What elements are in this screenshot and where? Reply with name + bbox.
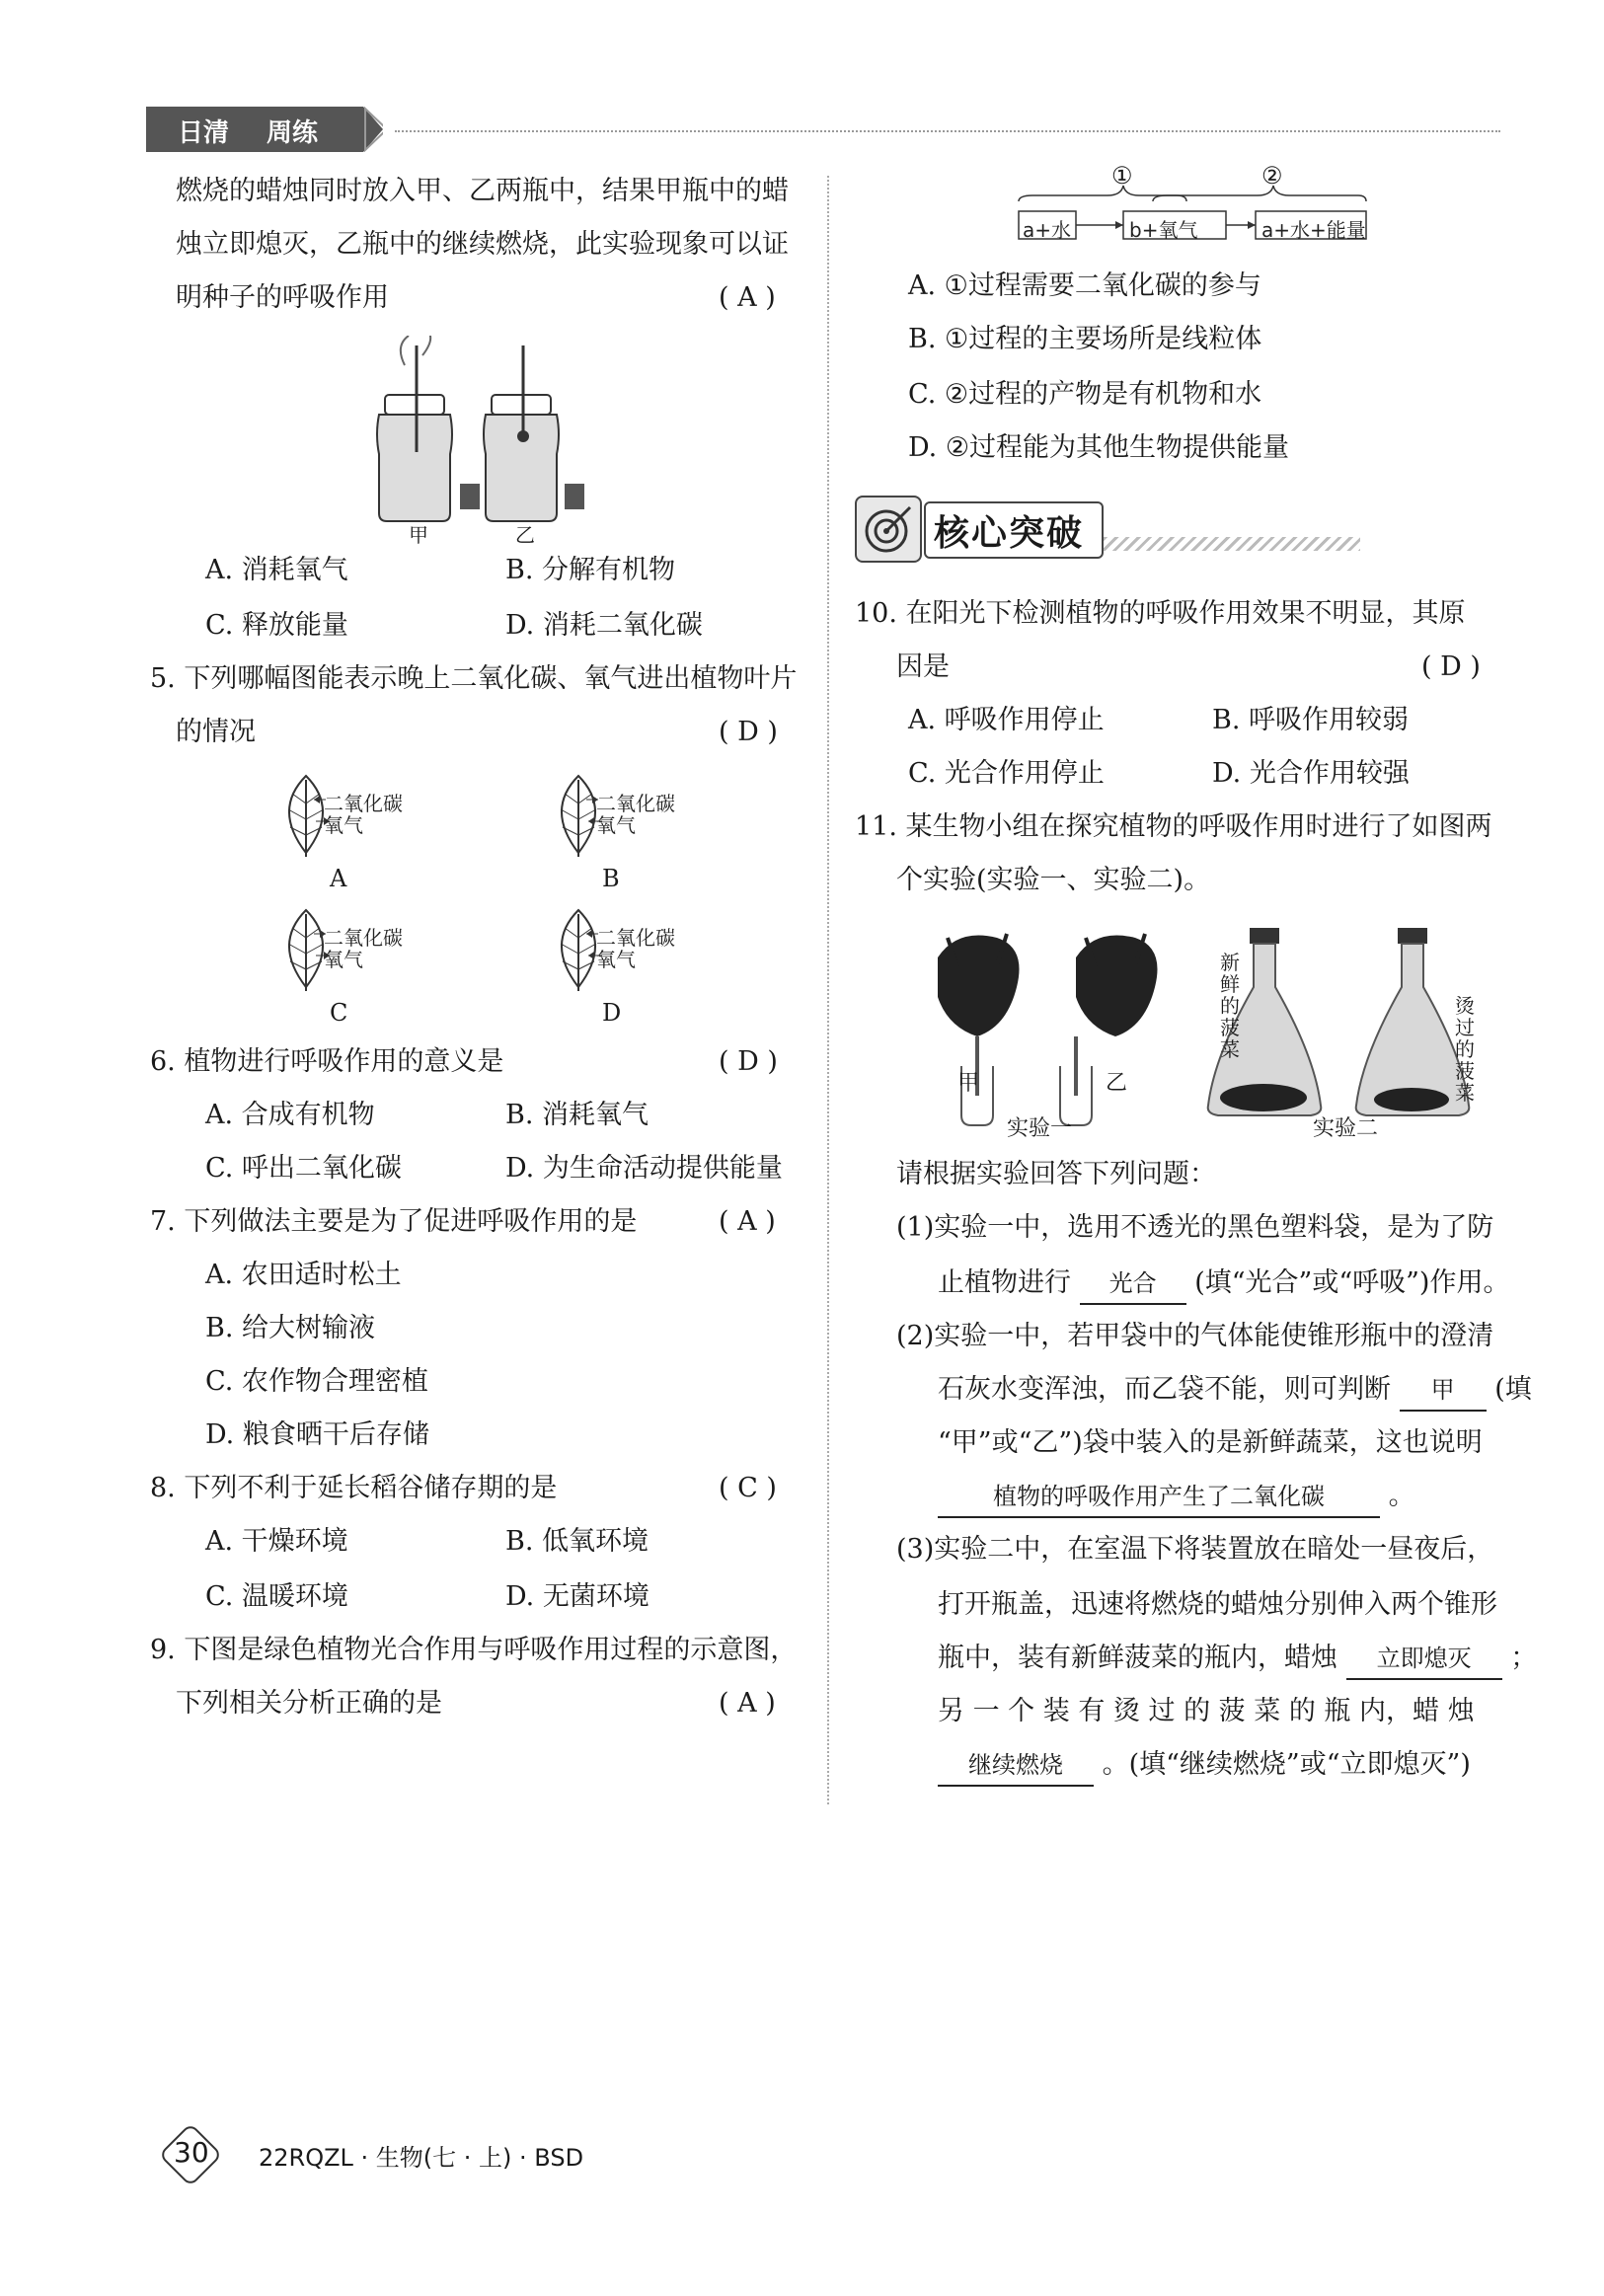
target-icon (855, 496, 922, 563)
q7-answer: ( A ) (719, 1206, 776, 1237)
q11-exp2-caption: 实验二 (1313, 1116, 1379, 1141)
q10-answer: ( D ) (1421, 651, 1481, 682)
q11-p3-d: 另 一 个 装 有 烫 过 的 菠 菜 的 瓶 内，蜡 烛 (938, 1696, 1475, 1726)
q5-leaf-c-co2: 二氧化碳 (324, 926, 403, 950)
q11-label-yi: 乙 (1106, 1071, 1128, 1096)
q7-option-d: D. 粮食晒干后存储 (205, 1419, 429, 1450)
q5-leaf-b-o2: 氧气 (596, 813, 636, 837)
q9-option-a: A. ①过程需要二氧化碳的参与 (908, 270, 1261, 301)
q4-answer: ( A ) (719, 282, 776, 313)
book-code: 22RQZL · 生物(七 · 上) · BSD (259, 2144, 584, 2172)
q10-option-d: D. 光合作用较强 (1212, 758, 1410, 789)
q8-option-c: C. 温暖环境 (205, 1581, 348, 1612)
q4-option-d: D. 消耗二氧化碳 (505, 610, 703, 641)
q5-answer: ( D ) (719, 717, 778, 747)
q7-option-b: B. 给大树输液 (205, 1313, 376, 1343)
q11-p3-fill1: 立即熄灭 (1346, 1639, 1502, 1680)
q4-line-3: 明种子的呼吸作用 (176, 282, 389, 313)
q11-prompt: 请根据实验回答下列问题： (896, 1159, 1216, 1189)
q6-option-a: A. 合成有机物 (205, 1100, 375, 1130)
q8-option-b: B. 低氧环境 (505, 1526, 649, 1557)
q5-leaf-d-o2: 氧气 (596, 948, 636, 971)
q4-line-1: 燃烧的蜡烛同时放入甲、乙两瓶中，结果甲瓶中的蜡 (176, 176, 789, 206)
q11-p2-c: “甲”或“乙”)袋中装入的是新鲜蔬菜，这也说明 (938, 1427, 1483, 1458)
q5-leaf-c-letter: C (330, 999, 348, 1027)
header-dotted-rule (395, 130, 1500, 132)
q11-label-jia: 甲 (957, 1071, 980, 1096)
q9-option-c: C. ②过程的产物是有机物和水 (908, 379, 1262, 410)
q4-figure (365, 336, 602, 547)
q6-option-c: C. 呼出二氧化碳 (205, 1153, 402, 1184)
header-tag-left: 日清 (178, 118, 230, 148)
q10-line-1: 10. 在阳光下检测植物的呼吸作用效果不明显，其原 (855, 598, 1466, 629)
section-title: 核心突破 (934, 513, 1085, 554)
q11-fresh-label: 新鲜的菠菜 (1220, 951, 1240, 1061)
target-icon-svg (857, 497, 920, 561)
q9-option-b: B. ①过程的主要场所是线粒体 (908, 324, 1262, 354)
q5-leaf-c-o2: 氧气 (324, 948, 363, 971)
header-tag (146, 107, 383, 152)
q10-option-a: A. 呼吸作用停止 (908, 705, 1105, 735)
q5-leaf-b (539, 770, 707, 898)
page-number: 30 (174, 2136, 209, 2169)
q7-option-c: C. 农作物合理密植 (205, 1366, 428, 1397)
q11-p2-b (938, 1370, 1532, 1412)
section-banner (855, 496, 1368, 563)
q5-leaf-a-co2: 二氧化碳 (324, 792, 403, 815)
q11-p3-c-pre: 瓶中，装有新鲜菠菜的瓶内，蜡烛 (938, 1643, 1337, 1673)
column-divider (827, 176, 829, 1804)
q11-p2-b-post: (填 (1494, 1374, 1532, 1405)
q11-p2-b-pre: 石灰水变浑浊，而乙袋不能，则可判断 (938, 1374, 1391, 1405)
q10-option-b: B. 呼吸作用较弱 (1212, 705, 1410, 735)
q6-option-d: D. 为生命活动提供能量 (505, 1153, 783, 1184)
q8-option-d: D. 无菌环境 (505, 1581, 649, 1612)
q4-option-a: A. 消耗氧气 (205, 555, 348, 585)
q5-leaf-d-letter: D (602, 999, 622, 1027)
q11-p3-c-post: ； (1510, 1643, 1538, 1673)
q11-p1-b-post: (填“光合”或“呼吸”)作用。 (1194, 1267, 1510, 1298)
q4-label-yi: 乙 (515, 523, 535, 547)
q5-leaf-c (267, 904, 434, 1033)
q10-option-c: C. 光合作用停止 (908, 758, 1105, 789)
q11-p2-fill: 甲 (1400, 1370, 1487, 1412)
q9-option-d: D. ②过程能为其他生物提供能量 (908, 432, 1290, 463)
q9-step-2: ② (1261, 162, 1283, 190)
q9-answer: ( A ) (719, 1688, 776, 1719)
header-tag-right: 周练 (267, 118, 319, 148)
q11-figure (918, 918, 1510, 1145)
q11-p3-e (938, 1745, 1471, 1787)
q11-line-1: 11. 某生物小组在探究植物的呼吸作用时进行了如图两 (855, 811, 1492, 842)
q11-p2-end: 。 (1388, 1481, 1415, 1511)
q9-line-2: 下列相关分析正确的是 (176, 1688, 442, 1719)
section-banner-stripes (1104, 537, 1360, 551)
q11-p2-d (938, 1477, 1415, 1518)
q5-leaf-a (267, 770, 434, 898)
q4-jars-drawing (365, 336, 602, 543)
q10-line-2: 因是 (896, 651, 950, 682)
q4-option-c: C. 释放能量 (205, 610, 348, 641)
q5-leaf-b-letter: B (602, 865, 620, 892)
q11-p2-fill2: 植物的呼吸作用产生了二氧化碳 (938, 1477, 1380, 1518)
q11-p1-b (938, 1263, 1509, 1305)
q9-line-1: 9. 下图是绿色植物光合作用与呼吸作用过程的示意图， (150, 1635, 798, 1665)
q7-option-a: A. 农田适时松土 (205, 1260, 402, 1290)
q5-leaf-a-o2: 氧气 (324, 813, 363, 837)
q5-leaf-a-letter: A (330, 865, 347, 892)
q7-stem: 7. 下列做法主要是为了促进呼吸作用的是 (150, 1206, 638, 1237)
page-number-badge (158, 2122, 223, 2187)
q11-boiled-label: 烫过的菠菜 (1455, 994, 1475, 1105)
q11-exp1-caption: 实验一 (1007, 1116, 1073, 1141)
q11-line-2: 个实验(实验一、实验二)。 (896, 865, 1211, 895)
q9-box-2: b+氧气 (1129, 218, 1198, 242)
q11-p3-c (938, 1639, 1537, 1680)
q11-p2-a: (2)实验一中，若甲袋中的气体能使锥形瓶中的澄清 (896, 1321, 1494, 1351)
q9-box-1: a+水 (1023, 218, 1072, 242)
q11-p1-b-pre: 止植物进行 (938, 1267, 1071, 1298)
q11-p1-a: (1)实验一中，选用不透光的黑色塑料袋，是为了防 (896, 1212, 1494, 1243)
q9-step-1: ① (1111, 162, 1133, 190)
q4-option-b: B. 分解有机物 (505, 555, 676, 585)
q4-line-2: 烛立即熄灭，乙瓶中的继续燃烧，此实验现象可以证 (176, 229, 789, 260)
q11-p3-fill2: 继续燃烧 (938, 1745, 1094, 1787)
q6-answer: ( D ) (719, 1046, 778, 1077)
q5-leaf-b-co2: 二氧化碳 (596, 792, 675, 815)
q11-p3-e-text: 。(填“继续燃烧”或“立即熄灭”) (1102, 1749, 1471, 1780)
q11-p1-fill: 光合 (1080, 1263, 1186, 1305)
q5-line-1: 5. 下列哪幅图能表示晚上二氧化碳、氧气进出植物叶片 (150, 663, 798, 694)
q5-leaf-d (539, 904, 707, 1033)
q4-label-jia: 甲 (409, 523, 428, 547)
q5-leaf-d-co2: 二氧化碳 (596, 926, 675, 950)
q8-answer: ( C ) (719, 1473, 777, 1503)
q9-box-3: a+水+能量 (1261, 218, 1366, 242)
q8-option-a: A. 干燥环境 (205, 1526, 348, 1557)
q6-option-b: B. 消耗氧气 (505, 1100, 649, 1130)
q9-diagram (1013, 162, 1368, 247)
q8-stem: 8. 下列不利于延长稻谷储存期的是 (150, 1473, 558, 1503)
q11-p3-b: 打开瓶盖，迅速将燃烧的蜡烛分别伸入两个锥形 (938, 1589, 1497, 1620)
q5-line-2: 的情况 (176, 717, 256, 747)
q11-p3-a: (3)实验二中，在室温下将装置放在暗处一昼夜后， (896, 1534, 1494, 1565)
q6-stem: 6. 植物进行呼吸作用的意义是 (150, 1046, 504, 1077)
